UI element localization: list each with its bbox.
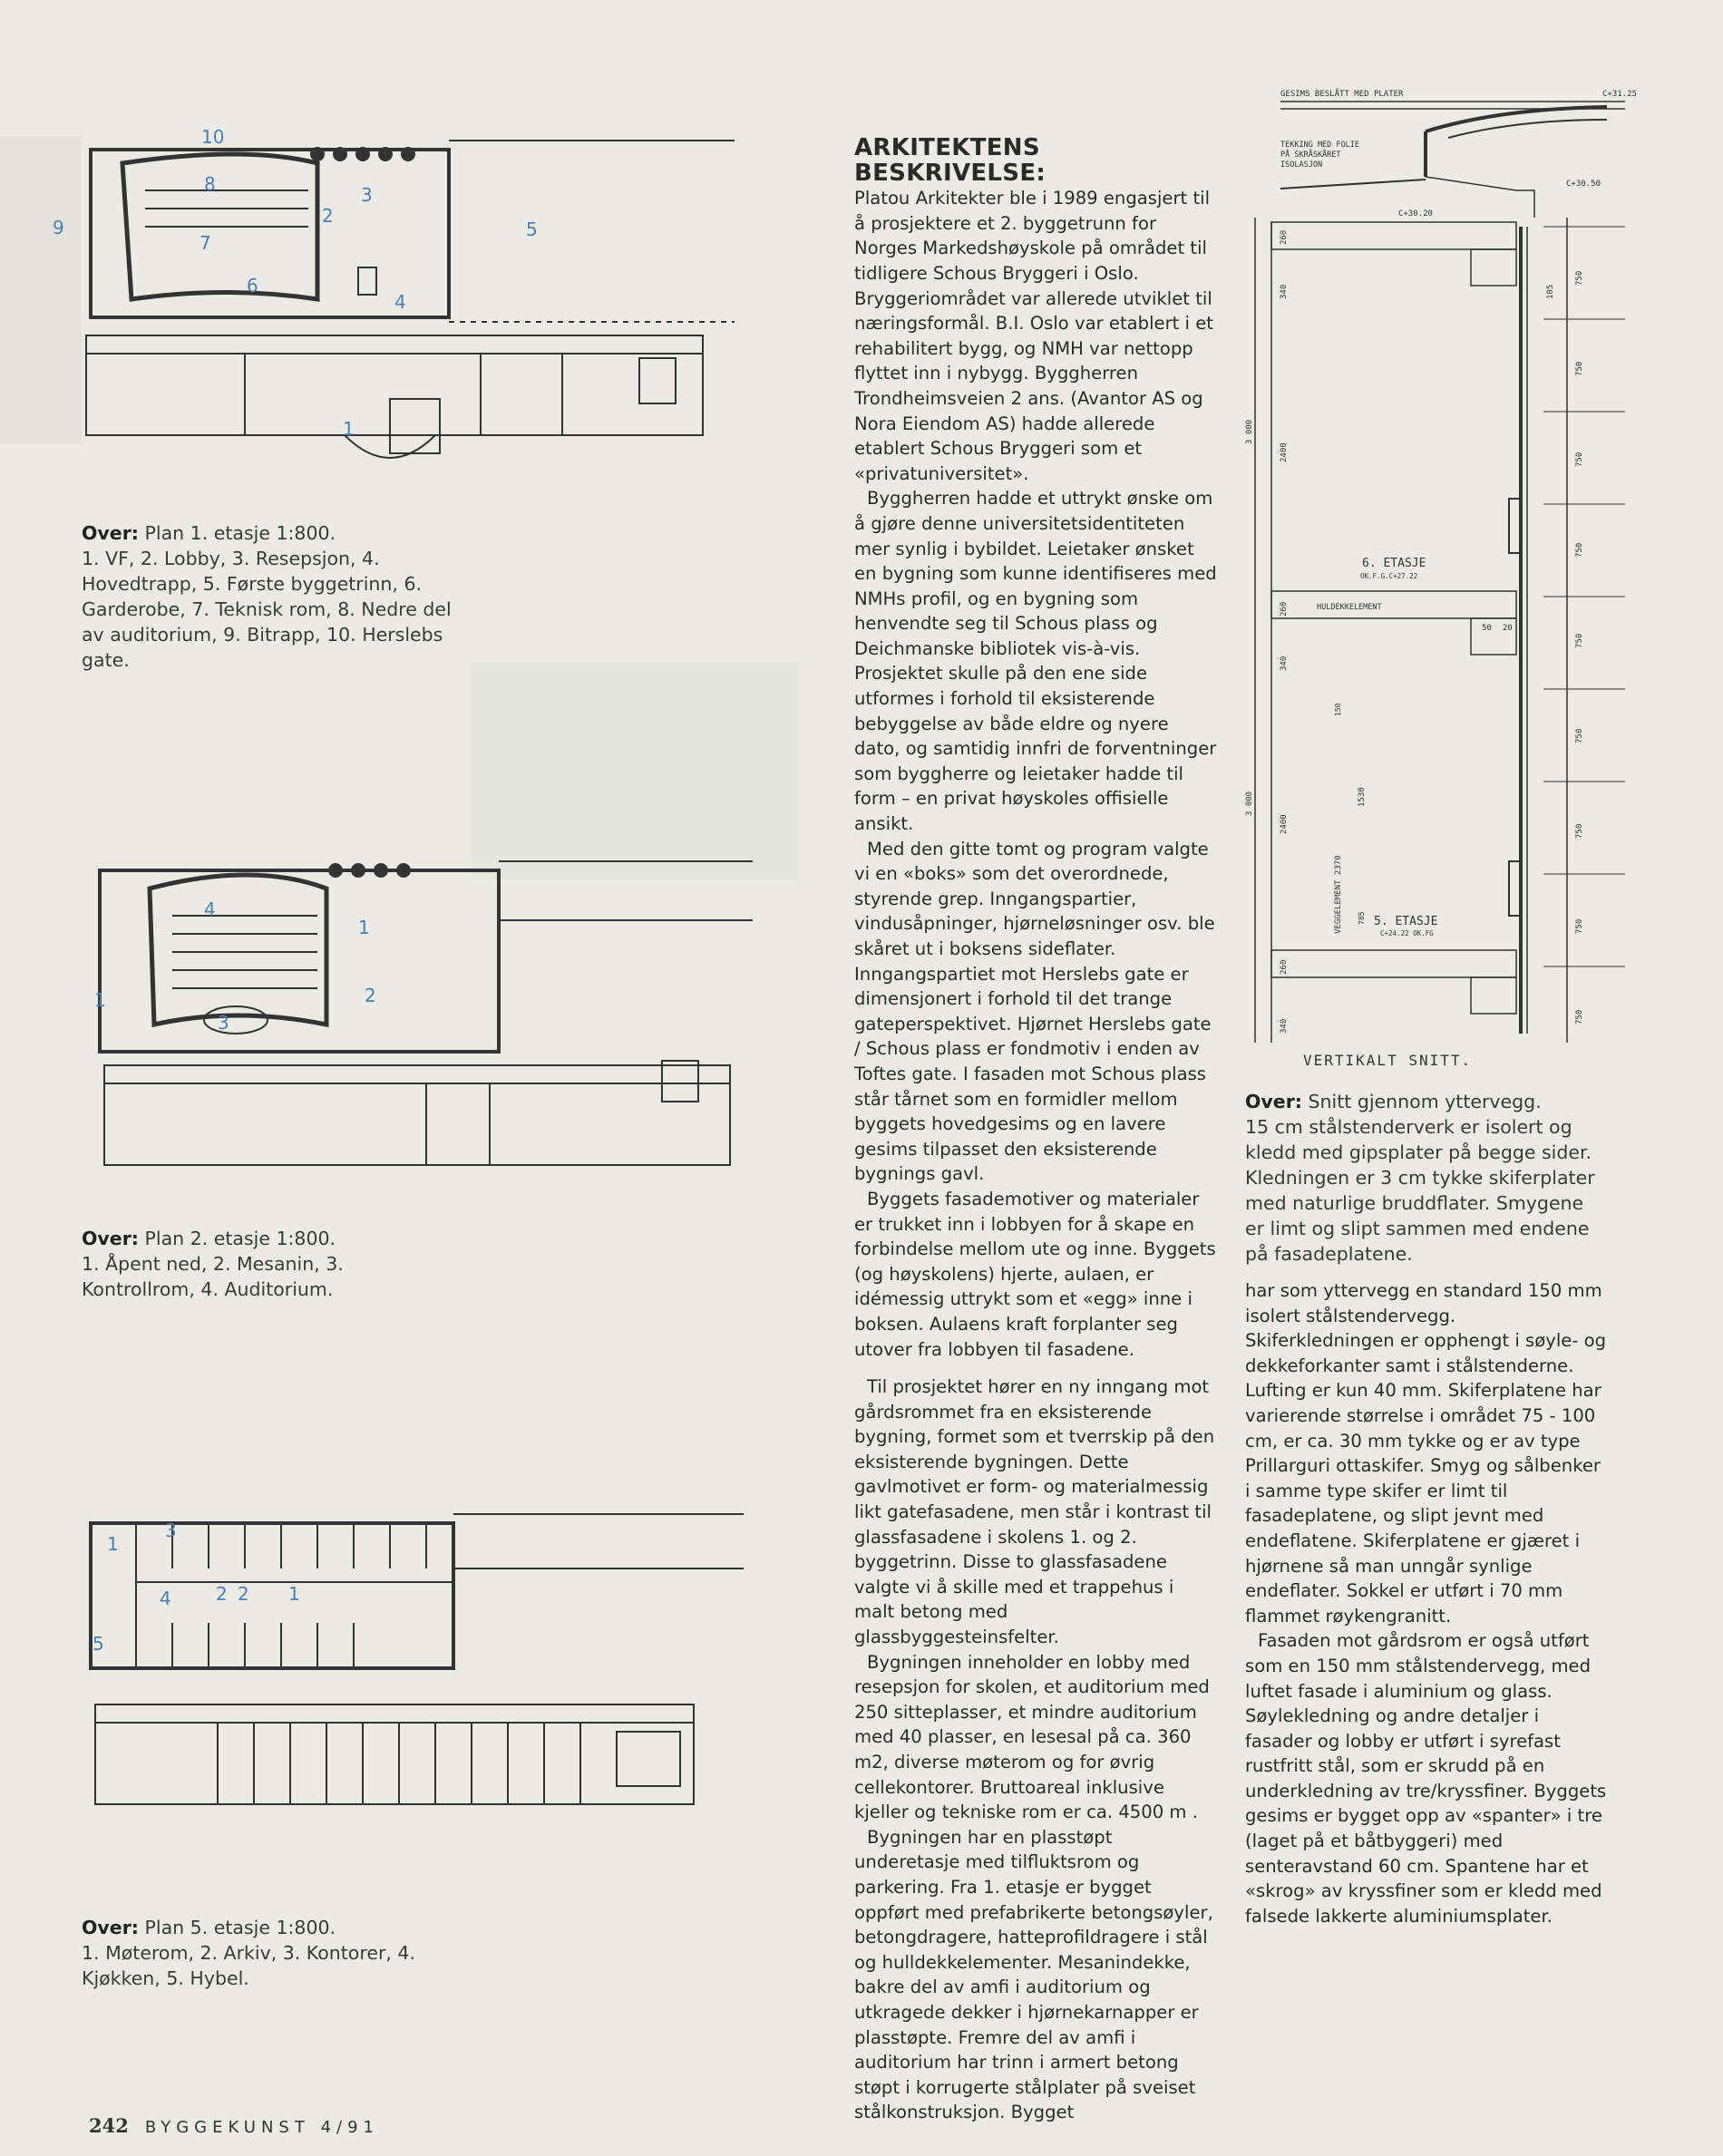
plan-label: 1: [288, 1583, 300, 1605]
section-label: 340: [1280, 1018, 1289, 1034]
plan-label: 4: [394, 291, 406, 313]
vertical-section-drawing: [1244, 82, 1652, 1070]
section-label: 50: [1482, 624, 1492, 633]
section-label: 150: [1334, 703, 1342, 716]
article-paragraph: Til prosjektet hører en ny inngang mot gårdsrommet fra en eksisterende bygning, formet som et tverrskip på den eksisterende bygningen. Dette gavlmotivet er form- og materialmessig likt gatefasadene, men står i kontrast til glassfasadene i skolens 1. og 2. byggetrinn. Disse to glassfasadene valgte vi å skille med et trappehus i malt betong med glassbyggesteinsfelter.: [854, 1376, 1215, 1648]
article-paragraph: Byggherren hadde et uttrykt ønske om å gjøre denne universitetsidentiteten mer synlig i bybildet. Leietaker ønsket en bygning som kunne identifiseres med NMHs profil, og en bygning som henvendte seg til Schous plass og Deichmanske bibliotek vis-à-vis. Prosjektet skulle på den ene side utformes i forhold til eksisterende bebyggelse av både eldre og nyere dato, og samtidig innfri de forventninger som byggherre og leietaker hadde til form – en privat høyskoles offisielle ansikt.: [854, 488, 1217, 835]
article-column: [854, 136, 1217, 2125]
plan-label: 3: [218, 1012, 229, 1034]
article-paragraph: Med den gitte tomt og program valgte vi en «boks» som det overordnede, styrende grep. Inngangspartier, vindusåpninger, hjørneløsninger osv. ble skåret ut i boksens sideflater. Inngangspartiet mot Herslebs gate er dimensjonert i forhold til det trange gateperspektivet. Hjørnet Herslebs gate / Schous plass er fondmotiv i enden av Toftes gate. I fasaden mot Schous plass står tårnet som en formidler mellom byggets hovedgesims og en lavere gesims tilpasset den eksisterende bygnings gavl.: [854, 838, 1215, 1185]
section-title: VERTIKALT SNITT.: [1303, 1052, 1473, 1069]
plan-label: 1: [94, 989, 106, 1011]
section-label: VEGGELEMENT 2370: [1334, 855, 1343, 934]
section-label: 20: [1503, 624, 1513, 633]
floor-plan-2: [82, 843, 771, 1206]
section-label: 2400: [1280, 814, 1289, 834]
plan-label: 1: [107, 1533, 119, 1555]
caption-text: 15 cm stålstenderverk er isolert og kledd med gipsplater på begge sider. Kledningen er 3 cm tykke skiferplater med naturlige bruddflater. Smygene er limt og slipt sammen med endene på fasadeplatene.: [1245, 1116, 1595, 1265]
caption-text: 1. Møterom, 2. Arkiv, 3. Kontorer, 4. Kjøkken, 5. Hybel.: [82, 1942, 415, 1989]
section-label: 105: [1546, 284, 1555, 299]
page-number: 242: [89, 2114, 129, 2137]
section-label: 750: [1575, 1009, 1584, 1025]
section-label: 750: [1575, 633, 1584, 648]
plan-label: 1: [343, 418, 355, 440]
article-paragraph: Bygningen inneholder en lobby med resepsjon for skolen, et auditorium med 250 sitteplasser, et mindre auditorium med 40 plasser, en lesesal på ca. 360 m2, diverse møterom og for øvrig cellekontorer. Bruttoareal inklusive kjeller og tekniske rom er ca. 4500 m .: [854, 1651, 1210, 1823]
section-label: C+30.20: [1398, 209, 1433, 219]
section-label: 260: [1280, 959, 1289, 975]
floor-plan-1: [45, 127, 771, 490]
article-heading: ARKITEKTENS BESKRIVELSE:: [854, 134, 1046, 187]
article-paragraph: Byggets fasademotiver og materialer er trukket inn i lobbyen for å skape en forbindelse mellom ute og inne. Byggets (og høyskolens) hjerte, aulaen, er idémessig uttrykt som et «egg» inne i boksen. Aulaens kraft forplanter seg utover fra lobbyen til fasadene.: [854, 1188, 1216, 1360]
section-label: C+31.25: [1602, 90, 1637, 99]
article-paragraph: har som yttervegg en standard 150 mm isolert stålstendervegg. Skiferkledningen er opphengt i søyle- og dekkeforkanter samt i stålstenderne. Lufting er kun 40 mm. Skiferplatene har varierende størrelse i området 75 - 100 cm, er ca. 30 mm tykke og er av type Prillarguri ottaskifer. Smyg og sålbenker i samme type skifer er limt til fasadeplatene, og slipt jevnt med endeflatene. Skiferplatene er gjæret i hjørnene så man unngår synlige endeflater. Sokkel er utført i 70 mm flammet røykengranitt.: [1245, 1280, 1607, 1627]
caption-title: Plan 5. etasje 1:800.: [144, 1917, 336, 1938]
plan-label: 4: [160, 1588, 171, 1609]
section-label: 340: [1280, 284, 1289, 299]
caption-title: Plan 2. etasje 1:800.: [144, 1228, 336, 1249]
section-caption: [1245, 1089, 1608, 1267]
plan-label: 2: [322, 205, 334, 227]
section-label: 750: [1575, 918, 1584, 934]
section-label: C+30.50: [1566, 180, 1601, 189]
floor-plan-3: [82, 1496, 771, 1895]
section-label: PÅ SKRÅSKÅRET: [1280, 151, 1341, 160]
section-label: 260: [1280, 229, 1289, 245]
section-label: 750: [1575, 542, 1584, 558]
section-label: 750: [1575, 270, 1584, 286]
plan-label: 3: [361, 184, 373, 206]
section-label: 2400: [1280, 442, 1289, 462]
plan-label: 3: [165, 1520, 177, 1541]
plan-label: 7: [200, 232, 211, 254]
article-continuation-column: [1245, 1278, 1608, 1928]
plan-label: 2: [238, 1583, 249, 1605]
section-label: HULDEKKELEMENT: [1317, 603, 1382, 612]
plan-label: 5: [526, 219, 538, 240]
article-paragraph: Platou Arkitekter ble i 1989 engasjert til å prosjektere et 2. byggetrunn for Norges Markedshøyskole på området til tidligere Schous Bryggeri i Oslo. Bryggeriområdet var allerede utviklet til næringsformål. B.I. Oslo var etablert i et rehabilitert bygg, og NMH var nettopp flyttet inn i nybygg. Byggherren Trondheimsveien 2 ans. (Avantor AS og Nora Eiendom AS) hadde allerede etablert Schous Bryggeri som et «privatuniversitet».: [854, 188, 1213, 484]
section-label: GESIMS BESLÅTT MED PLATER: [1280, 90, 1404, 99]
caption-lead: Over:: [1245, 1091, 1303, 1112]
section-label: 6. ETASJE: [1362, 557, 1426, 570]
caption-lead: Over:: [82, 522, 140, 544]
section-label: 1530: [1358, 787, 1367, 807]
plan-label: 1: [358, 917, 370, 938]
plan-label: 2: [216, 1583, 228, 1605]
section-label: 340: [1280, 656, 1289, 671]
plan-label: 10: [201, 127, 225, 148]
plan-label: 2: [365, 985, 376, 1006]
section-label: TEKKING MED FOLIE: [1280, 141, 1359, 150]
plan-label: 6: [247, 275, 258, 296]
plan-label: 8: [204, 173, 216, 195]
section-label: 750: [1575, 823, 1584, 839]
plan-label: 5: [92, 1633, 104, 1655]
caption-title: Snitt gjennom yttervegg.: [1308, 1091, 1542, 1112]
caption-title: Plan 1. etasje 1:800.: [144, 522, 336, 544]
magazine-issue: BYGGEKUNST 4/91: [144, 2118, 379, 2137]
section-label: ISOLASJON: [1280, 160, 1323, 170]
section-label: 750: [1575, 728, 1584, 743]
caption-lead: Over:: [82, 1917, 140, 1938]
article-paragraph: Fasaden mot gårdsrom er også utført som en 150 mm stålstendervegg, med luftet fasade i aluminium og glass. Søylekledning og andre detaljer i fasader og lobby er utført i syrefast rustfritt stål, som er skrudd på en underkledning av tre/kryssfiner. Byggets gesims er bygget opp av «spanter» i tre (laget på et båtbyggeri) med senteravstand 60 cm. Spantene har et «skrog» av kryssfiner som er kledd med falsede lakkerte aluminiumsplater.: [1245, 1630, 1607, 1927]
section-label: 785: [1358, 911, 1366, 925]
section-label: 5. ETASJE: [1374, 915, 1438, 928]
section-label: 3 000: [1245, 419, 1254, 444]
section-label: 750: [1575, 361, 1584, 376]
section-label: 260: [1280, 601, 1289, 617]
plan-1-caption: [82, 520, 462, 673]
caption-text: 1. Åpent ned, 2. Mesanin, 3. Kontrollrom, 4. Auditorium.: [82, 1253, 344, 1300]
page-footer: [89, 2114, 379, 2137]
plan-label: 9: [53, 217, 64, 238]
caption-lead: Over:: [82, 1228, 140, 1249]
section-label: 3 000: [1245, 791, 1254, 816]
caption-text: 1. VF, 2. Lobby, 3. Resepsjon, 4. Hovedtrapp, 5. Første byggetrinn, 6. Garderobe, 7. Teknisk rom, 8. Nedre del av auditorium, 9. Bitrapp, 10. Herslebs gate.: [82, 548, 452, 671]
section-label: OK.F.G.C+27.22: [1360, 572, 1418, 580]
section-label: 750: [1575, 452, 1584, 467]
article-paragraph: Bygningen har en plasstøpt underetasje med tilfluktsrom og parkering. Fra 1. etasje er bygget oppført med prefabrikerte betongsøyler, betongdragere, hatteprofildragere i stål og hulldekkelementer. Mesanindekke, bakre del av amfi i auditorium og utkragede dekker i hjørnekarnapper er plasstøpte. Fremre del av amfi i auditorium har trinn i armert betong støpt i korrugerte stålplater på sveiset stålkonstruksjon. Bygget: [854, 1826, 1213, 2123]
plan-label: 4: [204, 898, 216, 920]
plan-3-caption: [82, 1915, 462, 1991]
plan-2-caption: [82, 1226, 462, 1302]
section-label: C+24.22 OK.FG: [1380, 929, 1434, 937]
